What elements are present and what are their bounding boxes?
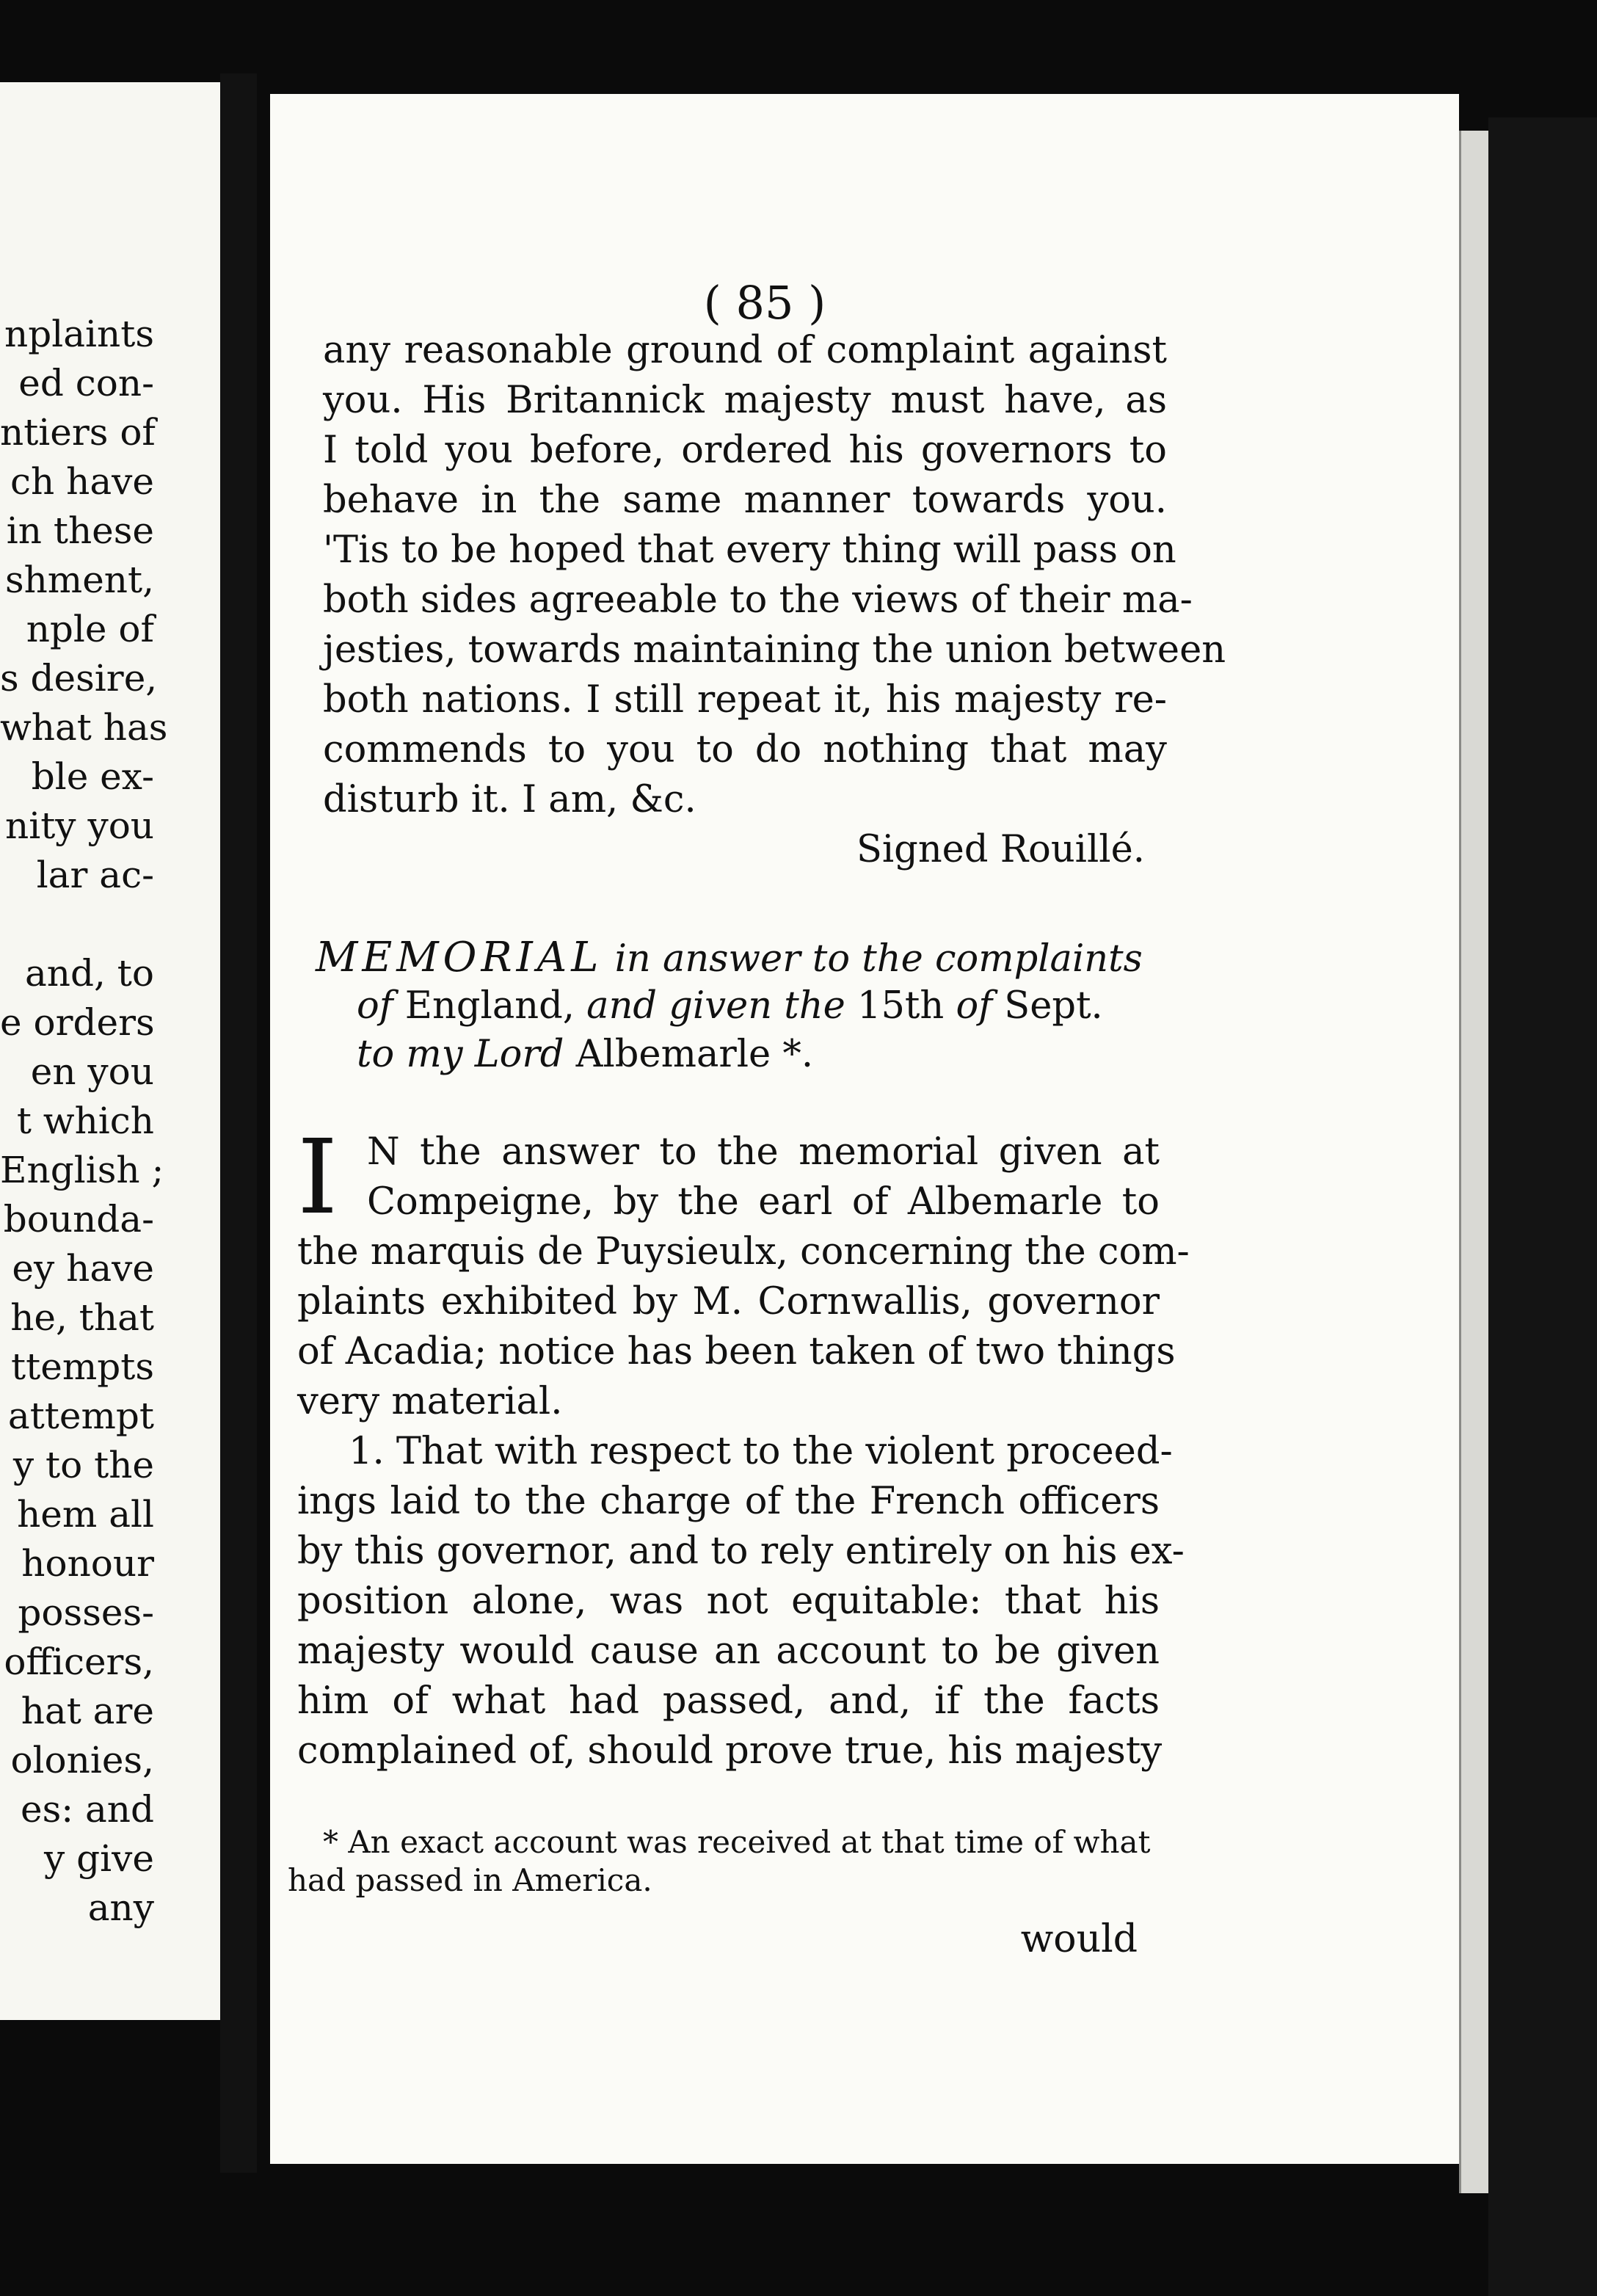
text-line: position alone, was not equitable: that his [297, 1580, 1160, 1623]
left-line: posses- [18, 1591, 154, 1634]
left-line: e orders [0, 1001, 155, 1044]
memorial-text [297, 1118, 1190, 1776]
left-line: y give [44, 1837, 154, 1880]
left-page-text [0, 310, 168, 1933]
title-text: 15th [857, 984, 945, 1028]
left-line: shment, [4, 559, 154, 601]
title-line [316, 982, 1167, 1031]
text-line: ings laid to the charge of the French officers [297, 1480, 1160, 1523]
footnote [288, 1823, 1151, 1900]
text-line: behave in the same manner towards you. [323, 479, 1167, 522]
text-line: N the answer to the memorial given at [367, 1130, 1160, 1174]
left-line: y to the [12, 1444, 154, 1486]
text-line: any reasonable ground of complaint against [323, 329, 1167, 372]
left-line: bounda- [3, 1198, 154, 1240]
left-line: nple of [26, 608, 154, 650]
memorial-title [316, 934, 1167, 1079]
left-line: t which [16, 1100, 154, 1142]
left-line: lar ac- [36, 854, 154, 896]
text-line: both sides agreeable to the views of their ma- [323, 578, 1193, 622]
page-edge [1459, 131, 1491, 2193]
text-line: you. His Britannick majesty must have, as [323, 379, 1167, 422]
left-line: ch have [10, 460, 154, 503]
left-line: es: and [20, 1788, 154, 1831]
page-number: ( 85 ) [703, 276, 826, 330]
title-text: and given the [574, 984, 858, 1028]
left-line: s desire, [0, 657, 158, 700]
left-line: officers, [4, 1641, 154, 1683]
left-line: hem all [17, 1493, 154, 1536]
catchword: would [1020, 1917, 1138, 1961]
edge-shadow [1488, 117, 1597, 2296]
title-text: England, [404, 984, 575, 1028]
title-line [316, 1031, 1167, 1079]
left-line: en you [30, 1050, 154, 1093]
left-line: ttempts [11, 1345, 154, 1388]
text-line: 1. That with respect to the violent proceed- [349, 1430, 1173, 1473]
text-line: Compeigne, by the earl of Albemarle to [367, 1180, 1160, 1224]
left-line: attempt [7, 1395, 154, 1437]
text-line: majesty would cause an account to be given [297, 1630, 1160, 1673]
signature: Signed Rouillé. [856, 828, 1145, 871]
text-line: complained of, should prove true, his majesty [297, 1729, 1163, 1773]
text-line: 'Tis to be hoped that every thing will pass on [323, 528, 1176, 572]
text-line: by this governor, and to rely entirely on his ex- [297, 1530, 1185, 1573]
left-line: English ; [0, 1149, 164, 1191]
left-line: what has [0, 706, 168, 749]
text-line: both nations. I still repeat it, his majesty re- [323, 678, 1167, 722]
footnote-line: had passed in America. [288, 1862, 652, 1898]
text-line: the marquis de Puysieulx, concerning the com- [297, 1230, 1190, 1274]
left-line: nplaints [4, 313, 154, 355]
text-line: him of what had passed, and, if the facts [297, 1679, 1160, 1723]
drop-cap: I [297, 1118, 338, 1238]
text-line: commends to you to do nothing that may [323, 728, 1167, 771]
left-line: he, that [10, 1296, 154, 1339]
title-text: in answer to the complaints [603, 937, 1143, 981]
title-text: Sept. [1004, 984, 1103, 1028]
left-line: any [87, 1886, 154, 1929]
text-line: of Acadia; notice has been taken of two things [297, 1330, 1176, 1373]
text-line: very material. [297, 1380, 563, 1423]
title-text: of [357, 984, 405, 1028]
text-line: I told you before, ordered his governors to [323, 429, 1167, 472]
left-line: hat are [21, 1690, 154, 1732]
left-line: ed con- [18, 362, 154, 404]
left-line: and, to [24, 952, 154, 995]
title-text: to my Lord [357, 1033, 576, 1076]
left-page [0, 82, 225, 2020]
left-line: ey have [12, 1247, 154, 1290]
text-line: jesties, towards maintaining the union between [323, 628, 1226, 672]
left-line: honour [21, 1542, 154, 1585]
title-heading: MEMORIAL [316, 934, 603, 981]
book-gutter [220, 73, 257, 2173]
title-text: Albemarle *. [575, 1033, 814, 1076]
text-line: disturb it. I am, &c. [323, 778, 696, 821]
text-line: plaints exhibited by M. Cornwallis, governor [297, 1280, 1160, 1323]
left-line: ble ex- [31, 755, 154, 798]
title-line [316, 934, 1167, 982]
footnote-line: * An exact account was received at that time of what [323, 1824, 1151, 1860]
title-text: of [944, 984, 1005, 1028]
left-line [0, 900, 154, 949]
left-line: in these [6, 509, 154, 552]
continuation-paragraph [323, 326, 1226, 825]
left-line: ntiers of [0, 411, 156, 454]
left-line: olonies, [10, 1739, 154, 1781]
left-line: nity you [5, 804, 154, 847]
